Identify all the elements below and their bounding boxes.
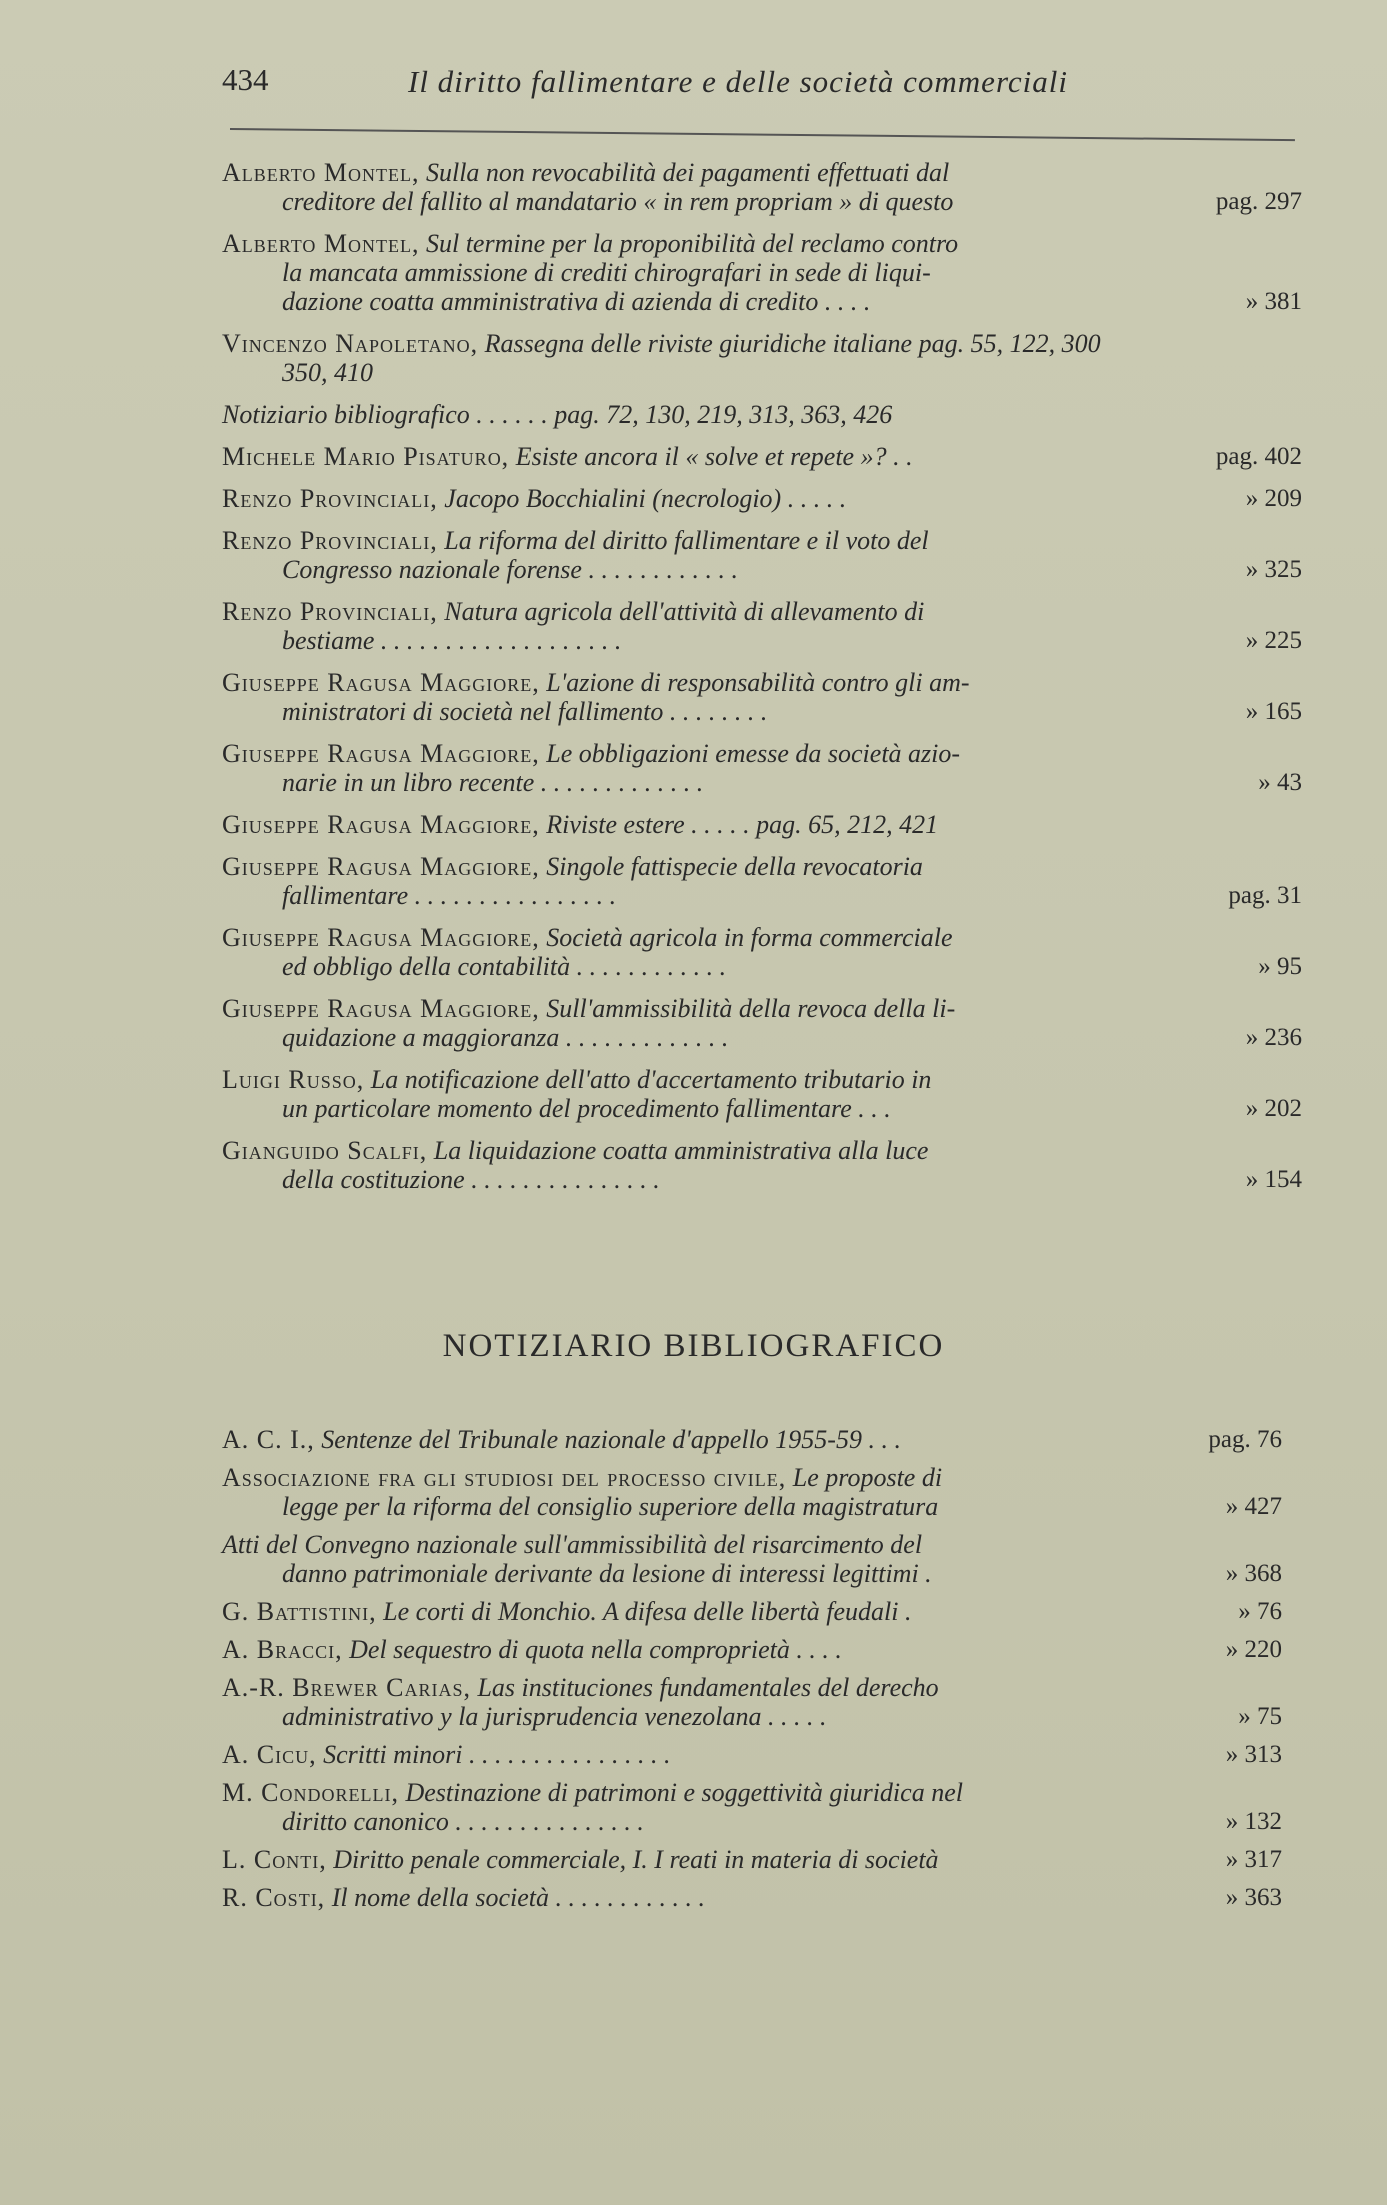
page-reference: » 76	[1238, 1598, 1282, 1625]
page-reference: » 154	[1245, 1166, 1302, 1193]
entry-title-line: bestiame . . . . . . . . . . . . . . . . . . .	[282, 626, 622, 655]
entry-title-line: Sentenze del Tribunale nazionale d'appello 1955-59 . . .	[321, 1425, 901, 1454]
page-reference: pag. 297	[1215, 188, 1302, 215]
page-reference: » 313	[1225, 1741, 1282, 1768]
index-entry	[222, 923, 1302, 981]
page-reference: » 43	[1258, 769, 1302, 796]
entry-author: Gianguido Scalfi,	[222, 1136, 428, 1165]
entry-title-line: Del sequestro di quota nella comproprietà . . . .	[349, 1635, 842, 1664]
page-reference: » 132	[1225, 1808, 1282, 1835]
bibliography-entry	[222, 1673, 1282, 1731]
entry-title-line: Il nome della società . . . . . . . . . . . .	[331, 1883, 706, 1912]
entry-author: Luigi Russo,	[222, 1065, 365, 1094]
index-entry	[222, 739, 1302, 797]
entry-title-line: Le proposte di	[792, 1463, 943, 1492]
entry-author: A. Cicu,	[222, 1740, 317, 1769]
bibliography-entry	[222, 1635, 1282, 1664]
index-entry	[222, 810, 1302, 839]
entry-title-line: Sulla non revocabilità dei pagamenti effettuati dal	[425, 158, 950, 187]
page-reference: pag. 31	[1228, 882, 1302, 909]
entry-author: G. Battistini,	[222, 1597, 377, 1626]
entry-author: Renzo Provinciali,	[222, 526, 438, 555]
entry-title-line: La liquidazione coatta amministrativa alla luce	[433, 1136, 929, 1165]
bibliography-entries	[222, 1425, 1282, 1921]
entry-author: Giuseppe Ragusa Maggiore,	[222, 923, 540, 952]
page-reference: » 317	[1225, 1846, 1282, 1873]
entry-title-line: Le obbligazioni emesse da società azio-	[546, 739, 961, 768]
section-heading: NOTIZIARIO BIBLIOGRAFICO	[442, 1328, 945, 1364]
entry-title-line: quidazione a maggioranza . . . . . . . . . . . . .	[282, 1023, 729, 1052]
entry-title-line: danno patrimoniale derivante da lesione di interessi legittimi .	[282, 1559, 932, 1588]
bibliography-entry	[222, 1778, 1282, 1836]
entry-title-line: Riviste estere . . . . . pag. 65, 212, 421	[546, 810, 939, 839]
entry-title-line: Diritto penale commerciale, I. I reati in materia di società	[333, 1845, 939, 1874]
entry-author: Giuseppe Ragusa Maggiore,	[222, 810, 540, 839]
entry-title-line: Congresso nazionale forense . . . . . . . . . . . .	[282, 555, 738, 584]
page-reference: » 95	[1258, 953, 1302, 980]
index-entry	[222, 400, 1302, 429]
index-entry	[222, 442, 1302, 471]
entry-author: Renzo Provinciali,	[222, 597, 438, 626]
page-reference: » 220	[1225, 1636, 1282, 1663]
entry-title-line: legge per la riforma del consiglio superiore della magistratura	[282, 1492, 939, 1521]
index-entry	[222, 994, 1302, 1052]
entry-title-line: Jacopo Bocchialini (necrologio) . . . . .	[444, 484, 847, 513]
entry-author: Renzo Provinciali,	[222, 484, 438, 513]
header-rule	[230, 128, 1295, 141]
page-reference: » 381	[1245, 288, 1302, 315]
entry-title-line: L'azione di responsabilità contro gli am-	[546, 668, 970, 697]
entry-author: Giuseppe Ragusa Maggiore,	[222, 739, 540, 768]
entry-author: M. Condorelli,	[222, 1778, 399, 1807]
entry-title-line: Las instituciones fundamentales del derecho	[477, 1673, 939, 1702]
entry-title-line: Notiziario bibliografico . . . . . . pag. 72, 130, 219, 313, 363, 426	[222, 400, 893, 429]
page-number: 434	[222, 62, 269, 97]
page-reference: » 368	[1225, 1560, 1282, 1587]
entry-author: Giuseppe Ragusa Maggiore,	[222, 994, 540, 1023]
entry-author: A. Bracci,	[222, 1635, 343, 1664]
bibliography-entry	[222, 1740, 1282, 1769]
entry-author: L. Conti,	[222, 1845, 327, 1874]
entry-title-line: 350, 410	[282, 358, 373, 387]
entry-title-line: Società agricola in forma commerciale	[546, 923, 953, 952]
index-entry	[222, 526, 1302, 584]
entry-title-line: La riforma del diritto fallimentare e il voto del	[444, 526, 929, 555]
entry-title-line: un particolare momento del procedimento fallimentare . . .	[282, 1094, 891, 1123]
page-reference: » 165	[1245, 698, 1302, 725]
index-entry	[222, 852, 1302, 910]
bibliography-entry	[222, 1845, 1282, 1874]
entry-title-line: Le corti di Monchio. A difesa delle libertà feudali .	[383, 1597, 912, 1626]
index-entries	[222, 158, 1302, 1207]
entry-title-line: Natura agricola dell'attività di allevamento di	[444, 597, 925, 626]
entry-author: R. Costi,	[222, 1883, 326, 1912]
entry-author: Michele Mario Pisaturo,	[222, 442, 510, 471]
index-entry	[222, 597, 1302, 655]
index-entry	[222, 668, 1302, 726]
entry-title-line: Sul termine per la proponibilità del reclamo contro	[425, 229, 959, 258]
page-reference: pag. 76	[1208, 1426, 1282, 1453]
entry-title-line: ed obbligo della contabilità . . . . . . . . . . . .	[282, 952, 727, 981]
running-title: Il diritto fallimentare e delle società commerciali	[408, 64, 1068, 99]
page-reference: pag. 402	[1215, 443, 1302, 470]
entry-title-line: administrativo y la jurisprudencia venezolana . . . . .	[282, 1702, 827, 1731]
bibliography-entry	[222, 1883, 1282, 1912]
entry-title-line: ministratori di società nel fallimento . . . . . . . .	[282, 697, 768, 726]
entry-title-line: La notificazione dell'atto d'accertamento tributario in	[370, 1065, 932, 1094]
entry-title-line: Esiste ancora il « solve et repete »? . .	[515, 442, 913, 471]
page-reference: » 363	[1225, 1884, 1282, 1911]
bibliography-entry	[222, 1463, 1282, 1521]
entry-author: Giuseppe Ragusa Maggiore,	[222, 668, 540, 697]
entry-title-line: dazione coatta amministrativa di azienda di credito . . . .	[282, 287, 871, 316]
bibliography-entry	[222, 1425, 1282, 1454]
index-entry	[222, 329, 1302, 387]
entry-author: Giuseppe Ragusa Maggiore,	[222, 852, 540, 881]
index-entry	[222, 484, 1302, 513]
page-header	[222, 60, 1222, 120]
index-entry	[222, 1065, 1302, 1123]
entry-title-line: Rassegna delle riviste giuridiche italiane pag. 55, 122, 300	[484, 329, 1101, 358]
entry-title-line: fallimentare . . . . . . . . . . . . . . . .	[282, 881, 617, 910]
entry-author: A. C. I.,	[222, 1425, 315, 1454]
entry-title-line: diritto canonico . . . . . . . . . . . . . . .	[282, 1807, 644, 1836]
page-reference: » 325	[1245, 556, 1302, 583]
entry-title-line: Atti del Convegno nazionale sull'ammissibilità del risarcimento del	[222, 1530, 923, 1559]
entry-title-line: Sull'ammissibilità della revoca della li-	[546, 994, 956, 1023]
bibliography-entry	[222, 1597, 1282, 1626]
entry-author: Alberto Montel,	[222, 158, 420, 187]
entry-title-line: narie in un libro recente . . . . . . . . . . . . .	[282, 768, 704, 797]
entry-title-line: della costituzione . . . . . . . . . . . . . . .	[282, 1165, 660, 1194]
entry-author: Alberto Montel,	[222, 229, 420, 258]
page-reference: » 75	[1238, 1703, 1282, 1730]
entry-author: Associazione fra gli studiosi del processo civile,	[222, 1463, 787, 1492]
entry-author: Vincenzo Napoletano,	[222, 329, 479, 358]
entry-title-line: creditore del fallito al mandatario « in rem propriam » di questo	[282, 187, 954, 216]
entry-title-line: la mancata ammissione di crediti chirografari in sede di liqui-	[282, 258, 931, 287]
bibliography-entry	[222, 1530, 1282, 1588]
page-reference: » 427	[1225, 1493, 1282, 1520]
entry-title-line: Scritti minori . . . . . . . . . . . . . . . .	[323, 1740, 671, 1769]
index-entry	[222, 1136, 1302, 1194]
entry-title-line: Singole fattispecie della revocatoria	[546, 852, 923, 881]
page-reference: » 225	[1245, 627, 1302, 654]
page-reference: » 202	[1245, 1095, 1302, 1122]
index-entry	[222, 229, 1302, 316]
page-reference: » 209	[1245, 485, 1302, 512]
index-entry	[222, 158, 1302, 216]
entry-author: A.-R. Brewer Carias,	[222, 1673, 471, 1702]
entry-title-line: Destinazione di patrimoni e soggettività giuridica nel	[405, 1778, 963, 1807]
page-reference: » 236	[1245, 1024, 1302, 1051]
